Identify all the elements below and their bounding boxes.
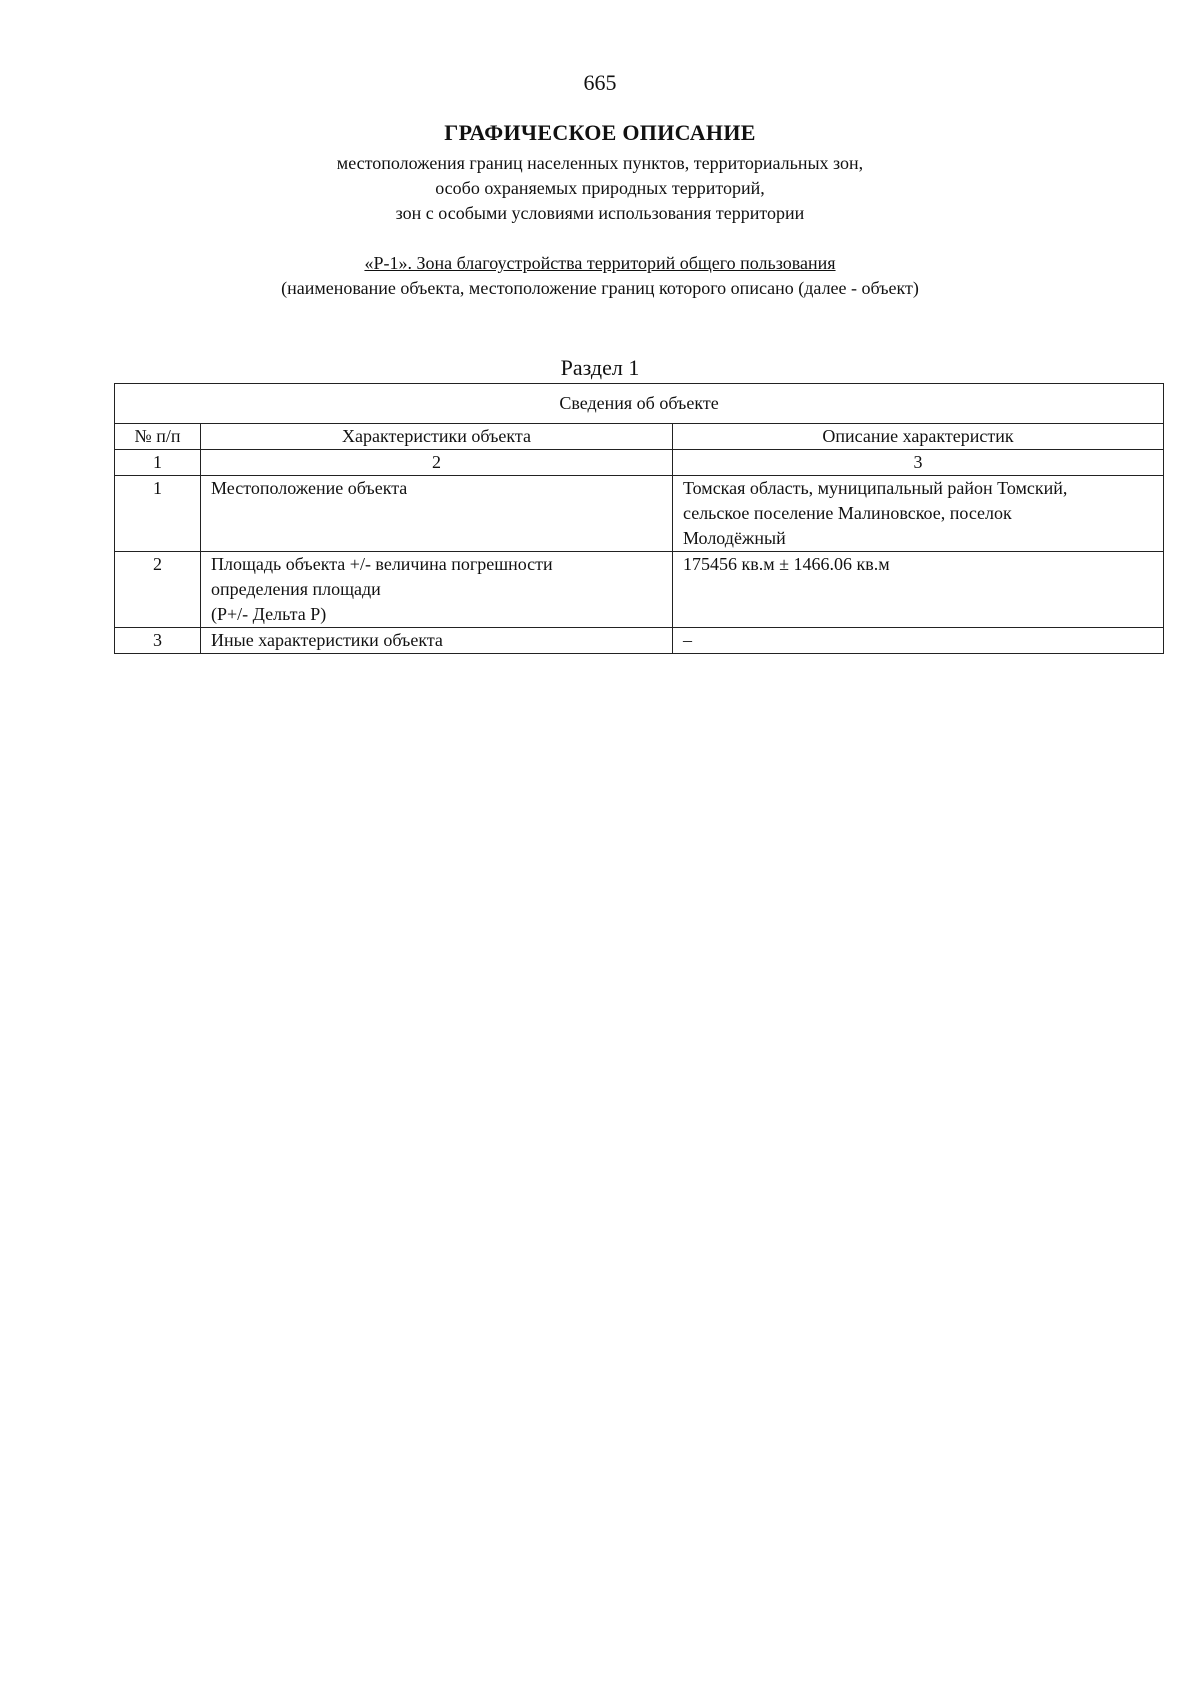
object-name-caption: (наименование объекта, местоположение границ которого описано (далее - объект) bbox=[281, 278, 919, 298]
column-number-row bbox=[115, 450, 1164, 476]
subtitle-line: особо охраняемых природных территорий, bbox=[435, 178, 765, 198]
column-number: 3 bbox=[673, 450, 1164, 476]
section-title: Раздел 1 bbox=[560, 355, 640, 380]
object-name: «Р-1». Зона благоустройства территорий общего пользования bbox=[364, 253, 836, 273]
row-number: 3 bbox=[115, 628, 201, 654]
document-subtitle bbox=[0, 151, 1200, 226]
characteristic-line: определения площади bbox=[211, 579, 381, 599]
subtitle-line: местоположения границ населенных пунктов, территориальных зон, bbox=[336, 153, 864, 173]
table-header-row bbox=[115, 424, 1164, 450]
table-row bbox=[115, 476, 1164, 552]
table-row bbox=[115, 628, 1164, 654]
object-info-table bbox=[114, 383, 1164, 654]
document-title: ГРАФИЧЕСКОЕ ОПИСАНИЕ bbox=[444, 120, 756, 145]
description-line: Томская область, муниципальный район Томский, bbox=[683, 478, 1068, 498]
row-description: – bbox=[673, 628, 1164, 654]
header-description: Описание характеристик bbox=[673, 424, 1164, 450]
row-characteristic: Местоположение объекта bbox=[201, 476, 673, 552]
description-line: Молодёжный bbox=[683, 528, 786, 548]
row-description bbox=[673, 476, 1164, 552]
row-number: 1 bbox=[115, 476, 201, 552]
table-caption: Сведения об объекте bbox=[115, 384, 1164, 424]
header-number: № п/п bbox=[115, 424, 201, 450]
row-characteristic bbox=[201, 552, 673, 628]
row-description: 175456 кв.м ± 1466.06 кв.м bbox=[673, 552, 1164, 628]
characteristic-line: Площадь объекта +/- величина погрешности bbox=[211, 554, 553, 574]
row-characteristic: Иные характеристики объекта bbox=[201, 628, 673, 654]
table-row bbox=[115, 552, 1164, 628]
description-line: сельское поселение Малиновское, поселок bbox=[683, 503, 1012, 523]
column-number: 2 bbox=[201, 450, 673, 476]
characteristic-line: (P+/- Дельта P) bbox=[211, 604, 327, 624]
table-caption-row bbox=[115, 384, 1164, 424]
page-number: 665 bbox=[583, 70, 617, 95]
object-name-block bbox=[0, 251, 1200, 301]
header-characteristic: Характеристики объекта bbox=[201, 424, 673, 450]
subtitle-line: зон с особыми условиями использования территории bbox=[395, 203, 805, 223]
row-number: 2 bbox=[115, 552, 201, 628]
column-number: 1 bbox=[115, 450, 201, 476]
